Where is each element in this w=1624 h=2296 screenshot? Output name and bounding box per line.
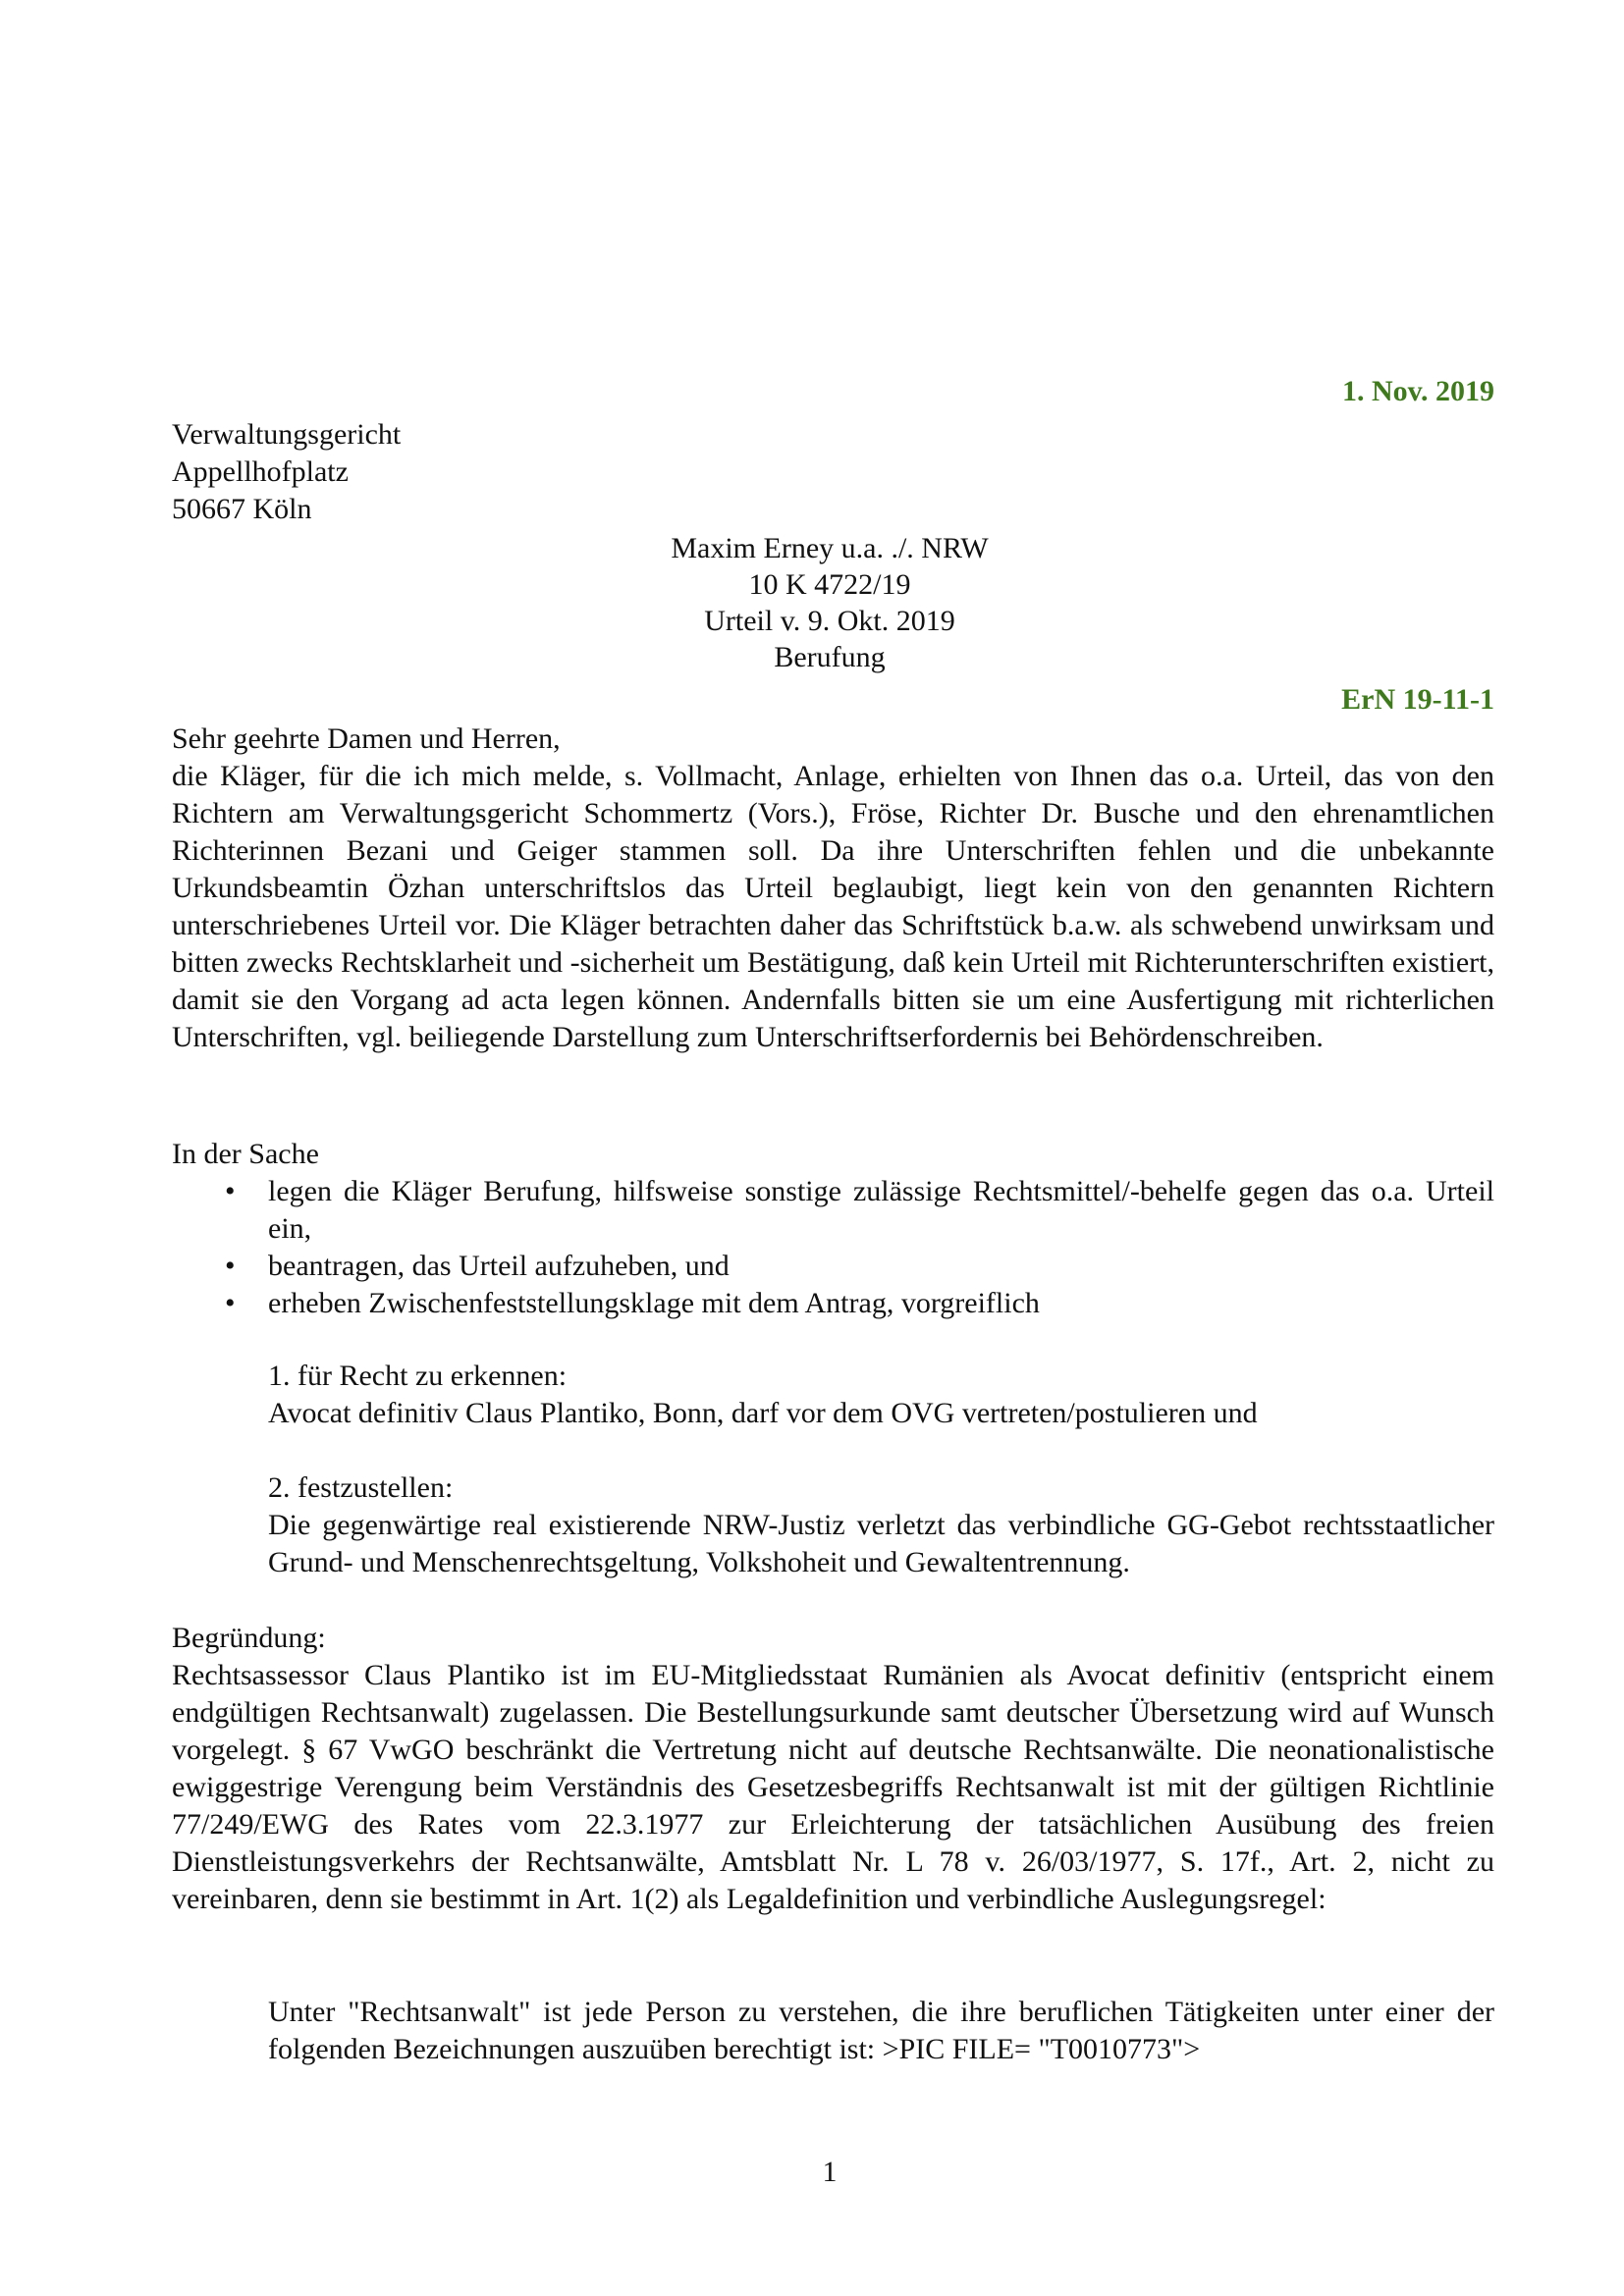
list-item-text: erheben Zwischenfeststellungsklage mit dem Antrag, vorgreiflich <box>268 1287 1040 1319</box>
claim-2-title: 2. festzustellen: <box>268 1471 454 1504</box>
begruendung-heading: Begründung: <box>172 1622 326 1654</box>
claim-1-text: Avocat definitiv Claus Plantiko, Bonn, darf vor dem OVG vertreten/postulieren und <box>268 1397 1258 1429</box>
list-item <box>172 1285 1494 1322</box>
case-parties: Maxim Erney u.a. ./. NRW <box>671 532 989 564</box>
recipient-name: Verwaltungsgericht <box>172 418 402 451</box>
salutation: Sehr geehrte Damen und Herren, <box>172 722 561 755</box>
letter-reference: ErN 19-11-1 <box>1341 683 1494 716</box>
intro-paragraph: die Kläger, für die ich mich melde, s. Vollmacht, Anlage, erhielten von Ihnen das o.a. Urteil, das von den Richtern am Verwaltungsgericht Schommertz (Vors.), Fröse, Richter Dr. Busche und den ehrenamtlichen Richterinnen Bezani und Geiger stammen soll. Da ihre Unterschriften fehlen und die unbekannte Urkundsbeamtin Özhan unterschriftslos das Urteil beglaubigt, liegt kein von den genannten Richtern unterschriebenes Urteil vor. Die Kläger betrachten daher das Schriftstück b.a.w. als schwebend unwirksam und bitten zwecks Rechtsklarheit und -sicherheit um Bestätigung, daß kein Urteil mit Richterunterschriften existiert, damit sie den Vorgang ad acta legen können. Andernfalls bitten sie um eine Ausfertigung mit richterlichen Unterschriften, vgl. beiliegende Darstellung zum Unterschriftserfordernis bei Behördenschreiben. <box>172 760 1494 1053</box>
list-item <box>172 1248 1494 1285</box>
claim-1-title: 1. für Recht zu erkennen: <box>268 1360 568 1392</box>
bullet-icon: • <box>225 1250 236 1282</box>
claim-1 <box>268 1358 1494 1432</box>
claim-2-text: Die gegenwärtige real existierende NRW-Justiz verletzt das verbindliche GG-Gebot rechtsstaatlicher Grund- und Menschenrechtsgeltung, Volkshoheit und Gewaltentrennung. <box>268 1509 1494 1578</box>
in-der-sache-heading: In der Sache <box>172 1138 319 1170</box>
page-number: 1 <box>822 2156 838 2188</box>
case-file-number: 10 K 4722/19 <box>748 568 911 601</box>
request-list <box>172 1173 1494 1322</box>
list-item-text: beantragen, das Urteil aufzuheben, und <box>268 1250 730 1282</box>
case-judgment: Urteil v. 9. Okt. 2019 <box>704 605 955 637</box>
bullet-icon: • <box>225 1175 236 1207</box>
bullet-icon: • <box>225 1287 236 1319</box>
legal-quote: Unter "Rechtsanwalt" ist jede Person zu verstehen, die ihre beruflichen Tätigkeiten unter einer der folgenden Bezeichnungen auszuüben berechtigt ist: >PIC FILE= "T0010773"> <box>268 1996 1494 2065</box>
recipient-street: Appellhofplatz <box>172 455 349 488</box>
case-subject: Berufung <box>774 641 886 673</box>
list-item <box>172 1173 1494 1248</box>
list-item-text: legen die Kläger Berufung, hilfsweise sonstige zulässige Rechtsmittel/-behelfe gegen das o.a. Urteil ein, <box>268 1175 1494 1245</box>
recipient-address <box>172 416 401 528</box>
case-block <box>0 530 1624 675</box>
begruendung-paragraph: Rechtsassessor Claus Plantiko ist im EU-Mitgliedsstaat Rumänien als Avocat definitiv (entspricht einem endgültigen Rechtsanwalt) zugelassen. Die Bestellungsurkunde samt deutscher Übersetzung wird auf Wunsch vorgelegt. § 67 VwGO beschränkt die Vertretung nicht auf deutsche Rechtsanwälte. Die neonationalistische ewiggestrige Verengung beim Verständnis des Gesetzesbegriffs Rechtsanwalt ist mit der gültigen Richtlinie 77/249/EWG des Rates vom 22.3.1977 zur Erleichterung der tatsächlichen Ausübung des freien Dienstleistungsverkehrs der Rechtsanwälte, Amtsblatt Nr. L 78 v. 26/03/1977, S. 17f., Art. 2, nicht zu vereinbaren, denn sie bestimmt in Art. 1(2) als Legaldefinition und verbindliche Auslegungsregel: <box>172 1659 1494 1915</box>
letter-date: 1. Nov. 2019 <box>1341 375 1494 407</box>
claim-2 <box>268 1469 1494 1581</box>
recipient-city: 50667 Köln <box>172 493 312 525</box>
